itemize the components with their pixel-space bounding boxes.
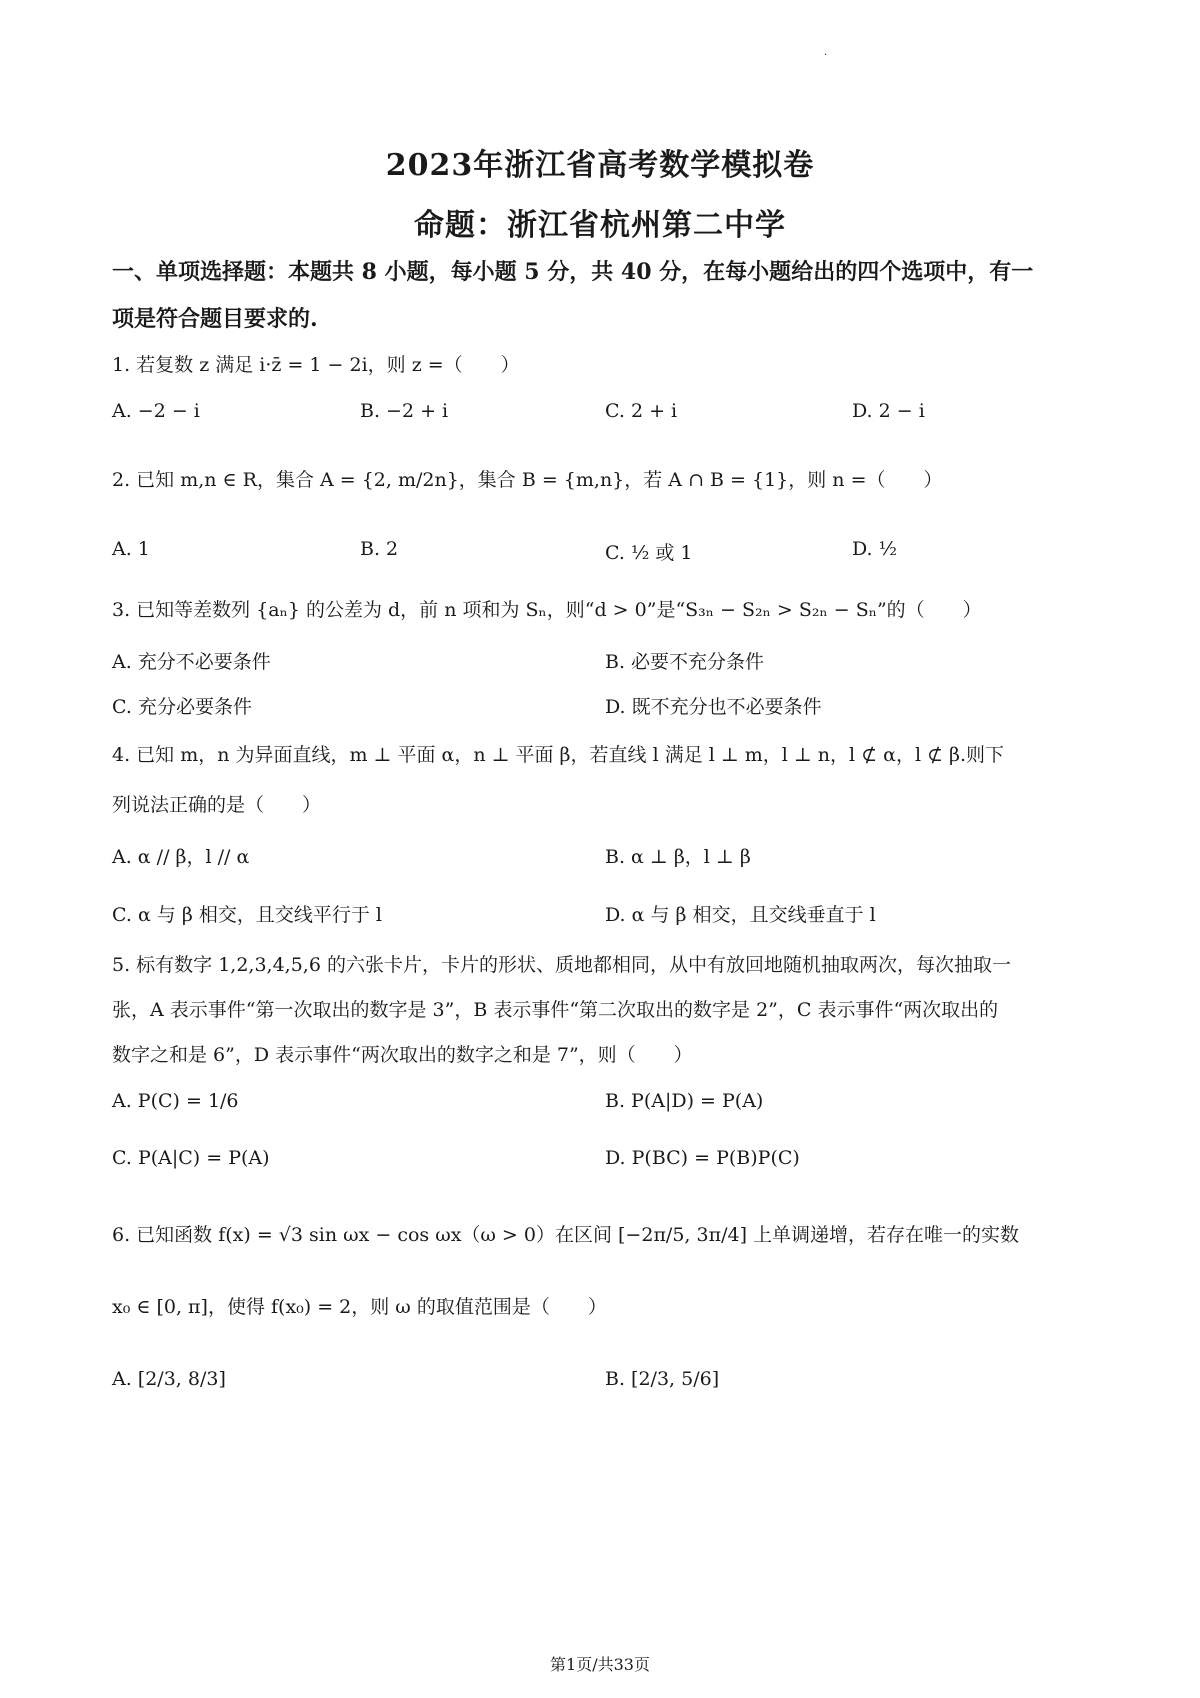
question-6-stem-line-2: x₀ ∈ [0, π]，使得 f(x₀) = 2，则 ω 的取值范围是（ ） — [112, 1296, 607, 1318]
question-2-option-c: C. ½ 或 1 — [605, 542, 693, 564]
question-5-option-c: C. P(A|C) = P(A) — [112, 1147, 270, 1169]
scan-mark: · — [824, 50, 828, 61]
question-1-option-c: C. 2 + i — [605, 400, 678, 422]
section-heading-line-2: 项是符合题目要求的. — [112, 306, 318, 332]
question-4-option-b: B. α ⊥ β，l ⊥ β — [605, 846, 751, 868]
question-4-stem-line-2: 列说法正确的是（ ） — [112, 794, 322, 816]
question-3-option-d: D. 既不充分也不必要条件 — [605, 696, 822, 718]
question-5-option-a: A. P(C) = 1/6 — [112, 1090, 239, 1112]
question-3-stem: 3. 已知等差数列 {aₙ} 的公差为 d，前 n 项和为 Sₙ，则“d > 0”是“S₃ₙ − S₂ₙ > S₂ₙ − Sₙ”的（ ） — [112, 599, 982, 621]
question-1-stem: 1. 若复数 z 满足 i·z̄ = 1 − 2i，则 z =（ ） — [112, 354, 520, 376]
question-6-option-b: B. [2/3, 5/6] — [605, 1368, 720, 1390]
question-3-option-a: A. 充分不必要条件 — [112, 651, 271, 673]
question-4-option-d: D. α 与 β 相交，且交线垂直于 l — [605, 904, 876, 926]
question-1-option-d: D. 2 − i — [852, 400, 925, 422]
section-heading-line-1: 一、单项选择题：本题共 8 小题，每小题 5 分，共 40 分，在每小题给出的四个选项中，有一 — [112, 259, 1034, 285]
page-subtitle: 命题：浙江省杭州第二中学 — [414, 208, 786, 243]
question-5-option-d: D. P(BC) = P(B)P(C) — [605, 1147, 800, 1169]
question-2-option-d: D. ½ — [852, 538, 898, 560]
question-5-option-b: B. P(A|D) = P(A) — [605, 1090, 764, 1112]
question-2-stem: 2. 已知 m,n ∈ R，集合 A = {2, m/2n}，集合 B = {m,n}，若 A ∩ B = {1}，则 n =（ ） — [112, 469, 943, 491]
page-number: 第1页/共33页 — [550, 1655, 650, 1674]
question-1-option-a: A. −2 − i — [112, 400, 200, 422]
question-4-option-c: C. α 与 β 相交，且交线平行于 l — [112, 904, 382, 926]
question-5-stem-line-2: 张，A 表示事件“第一次取出的数字是 3”，B 表示事件“第二次取出的数字是 2”，C 表示事件“两次取出的 — [112, 999, 999, 1021]
question-3-option-b: B. 必要不充分条件 — [605, 651, 765, 673]
question-2-option-b: B. 2 — [360, 538, 399, 560]
question-5-stem-line-3: 数字之和是 6”，D 表示事件“两次取出的数字之和是 7”，则（ ） — [112, 1044, 693, 1066]
question-2-option-a: A. 1 — [112, 538, 150, 560]
page-title: 2023年浙江省高考数学模拟卷 — [385, 148, 815, 183]
question-6-stem-line-1: 6. 已知函数 f(x) = √3 sin ωx − cos ωx（ω > 0）在区间 [−2π/5, 3π/4] 上单调递增，若存在唯一的实数 — [112, 1224, 1020, 1246]
question-6-option-a: A. [2/3, 8/3] — [112, 1368, 226, 1390]
question-4-option-a: A. α // β，l // α — [112, 846, 250, 868]
question-4-stem-line-1: 4. 已知 m，n 为异面直线，m ⊥ 平面 α，n ⊥ 平面 β，若直线 l 满足 l ⊥ m，l ⊥ n，l ⊄ α，l ⊄ β.则下 — [112, 744, 1005, 766]
question-1-option-b: B. −2 + i — [360, 400, 449, 422]
question-5-stem-line-1: 5. 标有数字 1,2,3,4,5,6 的六张卡片，卡片的形状、质地都相同，从中有放回地随机抽取两次，每次抽取一 — [112, 954, 1011, 976]
question-3-option-c: C. 充分必要条件 — [112, 696, 252, 718]
